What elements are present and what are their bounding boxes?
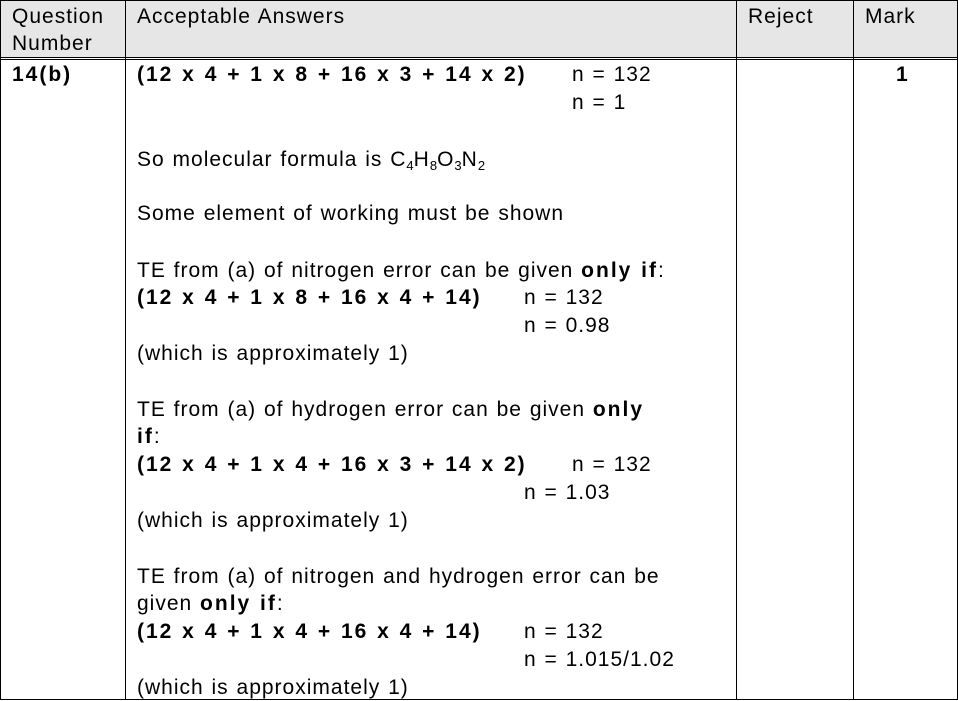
- header-question-number-1: Question: [12, 5, 105, 28]
- mark-value: 1: [896, 63, 910, 86]
- equation-2-n: n = 0.98: [524, 314, 611, 337]
- te-hydrogen-if: if: [137, 425, 154, 448]
- formula-h: H: [413, 148, 430, 171]
- equation-3: (12 x 4 + 1 x 4 + 16 x 3 + 14 x 2): [137, 453, 527, 476]
- equation-3-n: n = 1.03: [524, 481, 611, 504]
- formula-sub-h: 8: [429, 158, 438, 173]
- equation-4-rhs: n = 132: [524, 620, 604, 643]
- equation-4: (12 x 4 + 1 x 4 + 16 x 4 + 14): [137, 620, 482, 643]
- te-nitrogen-note: [137, 257, 665, 284]
- question-number: 14(b): [12, 63, 73, 86]
- te-nitrogen-hydrogen-note-2: [137, 590, 284, 617]
- te-nitrogen-colon: :: [658, 259, 665, 282]
- col-line-left: [0, 0, 1, 700]
- col-line-1: [125, 0, 126, 700]
- te-hydrogen-text: TE from (a) of hydrogen error can be given: [137, 398, 593, 421]
- approx-note-1: (which is approximately 1): [137, 342, 409, 365]
- te-hydrogen-colon: :: [153, 425, 161, 448]
- working-note: Some element of working must be shown: [137, 202, 565, 225]
- te-hydrogen-note-2: [137, 423, 161, 450]
- equation-1-n: n = 1: [572, 91, 627, 114]
- te-nh-colon: :: [276, 592, 284, 615]
- header-reject: Reject: [748, 5, 814, 28]
- header-question-number-2: Number: [12, 32, 93, 55]
- equation-1: (12 x 4 + 1 x 8 + 16 x 3 + 14 x 2): [137, 63, 527, 86]
- te-hydrogen-only: only: [592, 398, 645, 421]
- formula-sub-c: 4: [406, 158, 414, 173]
- te-nitrogen-only-if: only if: [581, 259, 659, 282]
- header-acceptable-answers: Acceptable Answers: [137, 5, 346, 28]
- equation-3-rhs: n = 132: [572, 453, 652, 476]
- formula-o: O: [437, 148, 455, 171]
- formula-sub-n: 2: [477, 158, 486, 173]
- header-divider-double: [0, 59, 958, 60]
- col-line-3: [853, 0, 854, 700]
- approx-note-3: (which is approximately 1): [137, 676, 409, 699]
- header-divider: [0, 57, 958, 58]
- te-hydrogen-note: [137, 396, 644, 423]
- te-nh-text: given: [137, 592, 201, 615]
- approx-note-2: (which is approximately 1): [137, 509, 409, 532]
- formula-prefix: So molecular formula is C: [137, 148, 407, 171]
- equation-4-n: n = 1.015/1.02: [524, 648, 675, 671]
- molecular-formula: [137, 146, 485, 173]
- equation-2-rhs: n = 132: [524, 286, 604, 309]
- te-nitrogen-hydrogen-note: TE from (a) of nitrogen and hydrogen error can be: [137, 565, 660, 588]
- table-border-top: [0, 0, 958, 1]
- te-nitrogen-text: TE from (a) of nitrogen error can be given: [137, 259, 582, 282]
- header-mark: Mark: [865, 5, 916, 28]
- formula-sub-o: 3: [454, 158, 462, 173]
- te-nh-only-if: only if: [200, 592, 277, 615]
- col-line-2: [736, 0, 737, 700]
- equation-1-rhs: n = 132: [572, 63, 652, 86]
- formula-n: N: [461, 148, 478, 171]
- equation-2: (12 x 4 + 1 x 8 + 16 x 4 + 14): [137, 286, 482, 309]
